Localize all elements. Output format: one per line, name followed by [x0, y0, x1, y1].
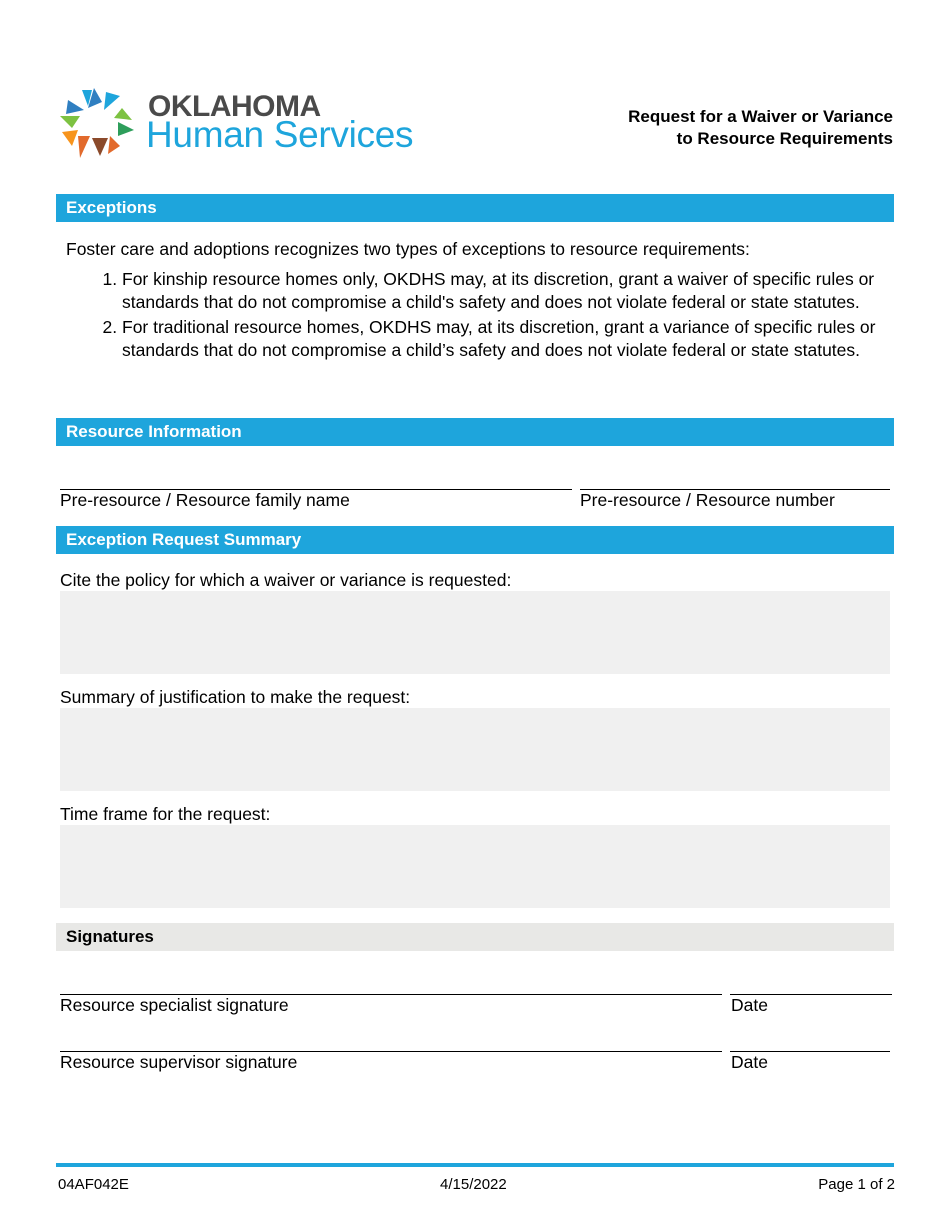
specialist-date-label: Date: [731, 995, 768, 1015]
exception-item-variance: 2. For traditional resource homes, OKDHS may, at its discretion, grant a variance of specific rules or standards that do not compromise a child’s safety and does not violate federal or state statutes.: [122, 316, 912, 361]
timeframe-label: Time frame for the request:: [60, 804, 271, 824]
justification-label: Summary of justification to make the request:: [60, 687, 411, 707]
summary-heading: Exception Request Summary: [56, 526, 894, 554]
star-logo-icon: [58, 86, 142, 166]
resource-info-heading: Resource Information: [56, 418, 894, 446]
page-number: Page 1 of 2: [818, 1176, 895, 1193]
justification-input[interactable]: [60, 708, 890, 791]
resource-number-label: Pre-resource / Resource number: [580, 490, 835, 510]
form-title: [628, 106, 893, 150]
exceptions-list: [92, 268, 912, 364]
footer-divider: [56, 1163, 894, 1167]
revision-date: 4/15/2022: [440, 1176, 507, 1193]
exceptions-intro: Foster care and adoptions recognizes two types of exceptions to resource requirements:: [66, 239, 750, 259]
exception-item-waiver: 1. For kinship resource homes only, OKDHS may, at its discretion, grant a waiver of specific rules or standards that do not compromise a child's safety and does not violate federal or state statutes.: [122, 268, 912, 313]
policy-input[interactable]: [60, 591, 890, 674]
logo-line-2: Human Services: [146, 114, 414, 155]
form-title-line-2: to Resource Requirements: [676, 129, 893, 148]
signatures-heading: Signatures: [56, 923, 894, 951]
form-number: 04AF042E: [58, 1176, 129, 1193]
agency-logo: [58, 86, 438, 158]
supervisor-signature-label: Resource supervisor signature: [60, 1052, 298, 1072]
policy-label: Cite the policy for which a waiver or variance is requested:: [60, 570, 512, 590]
exceptions-heading: Exceptions: [56, 194, 894, 222]
supervisor-date-label: Date: [731, 1052, 768, 1072]
family-name-label: Pre-resource / Resource family name: [60, 490, 350, 510]
form-title-line-1: Request for a Waiver or Variance: [628, 107, 893, 126]
specialist-signature-label: Resource specialist signature: [60, 995, 289, 1015]
logo-line-1: OKLAHOMA: [148, 90, 321, 123]
timeframe-input[interactable]: [60, 825, 890, 908]
